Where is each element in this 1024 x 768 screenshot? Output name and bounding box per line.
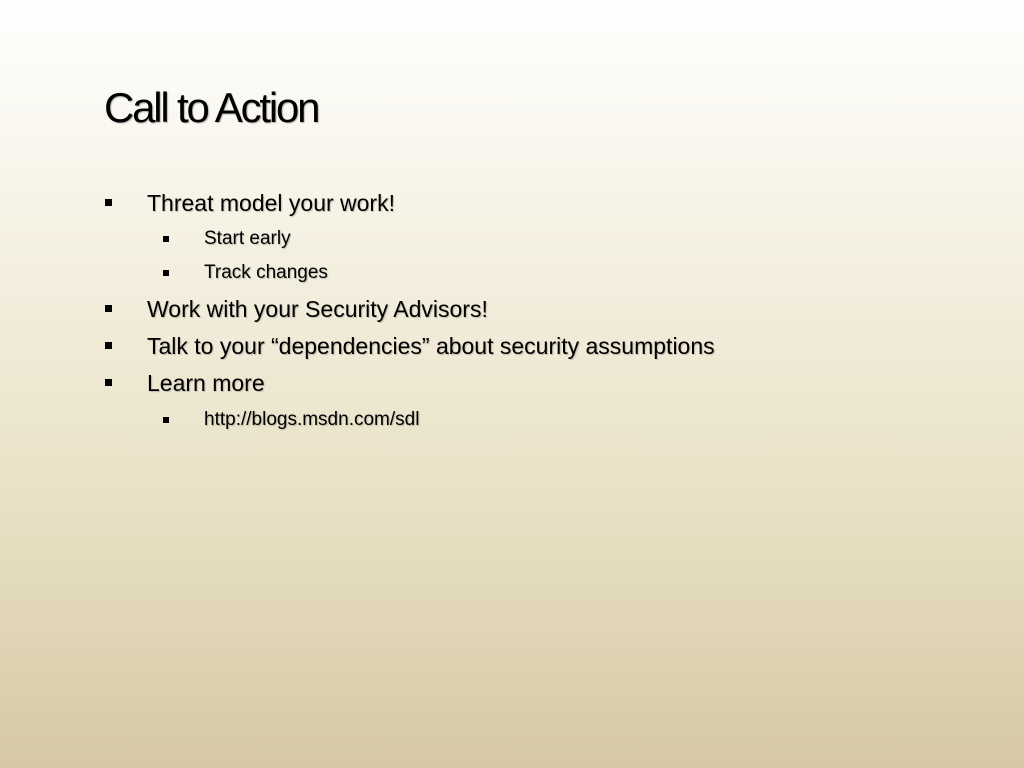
square-bullet-icon [163,270,169,276]
bullet-text: Work with your Security Advisors! [147,296,488,322]
bullet-dependencies [147,331,715,361]
square-bullet-icon [105,199,112,206]
square-bullet-icon [163,417,169,423]
sub-bullet-start-early [204,226,291,252]
bullet-text: Start early [204,228,291,249]
square-bullet-icon [163,236,169,242]
sdl-blog-link: http://blogs.msdn.com/sdl [204,409,420,430]
sub-bullet-track-changes [204,260,328,286]
bullet-text: Threat model your work! [147,190,395,216]
bullet-text: Track changes [204,262,328,283]
bullet-security-advisors [147,294,488,324]
square-bullet-icon [105,305,112,312]
bullet-learn-more [147,368,265,398]
bullet-threat-model [147,188,395,218]
square-bullet-icon [105,379,112,386]
square-bullet-icon [105,342,112,349]
sub-bullet-sdl-link [204,407,419,433]
slide-title: Call to Action [104,84,319,131]
bullet-text: Talk to your “dependencies” about security assumptions [147,333,715,359]
bullet-text: Learn more [147,370,265,396]
